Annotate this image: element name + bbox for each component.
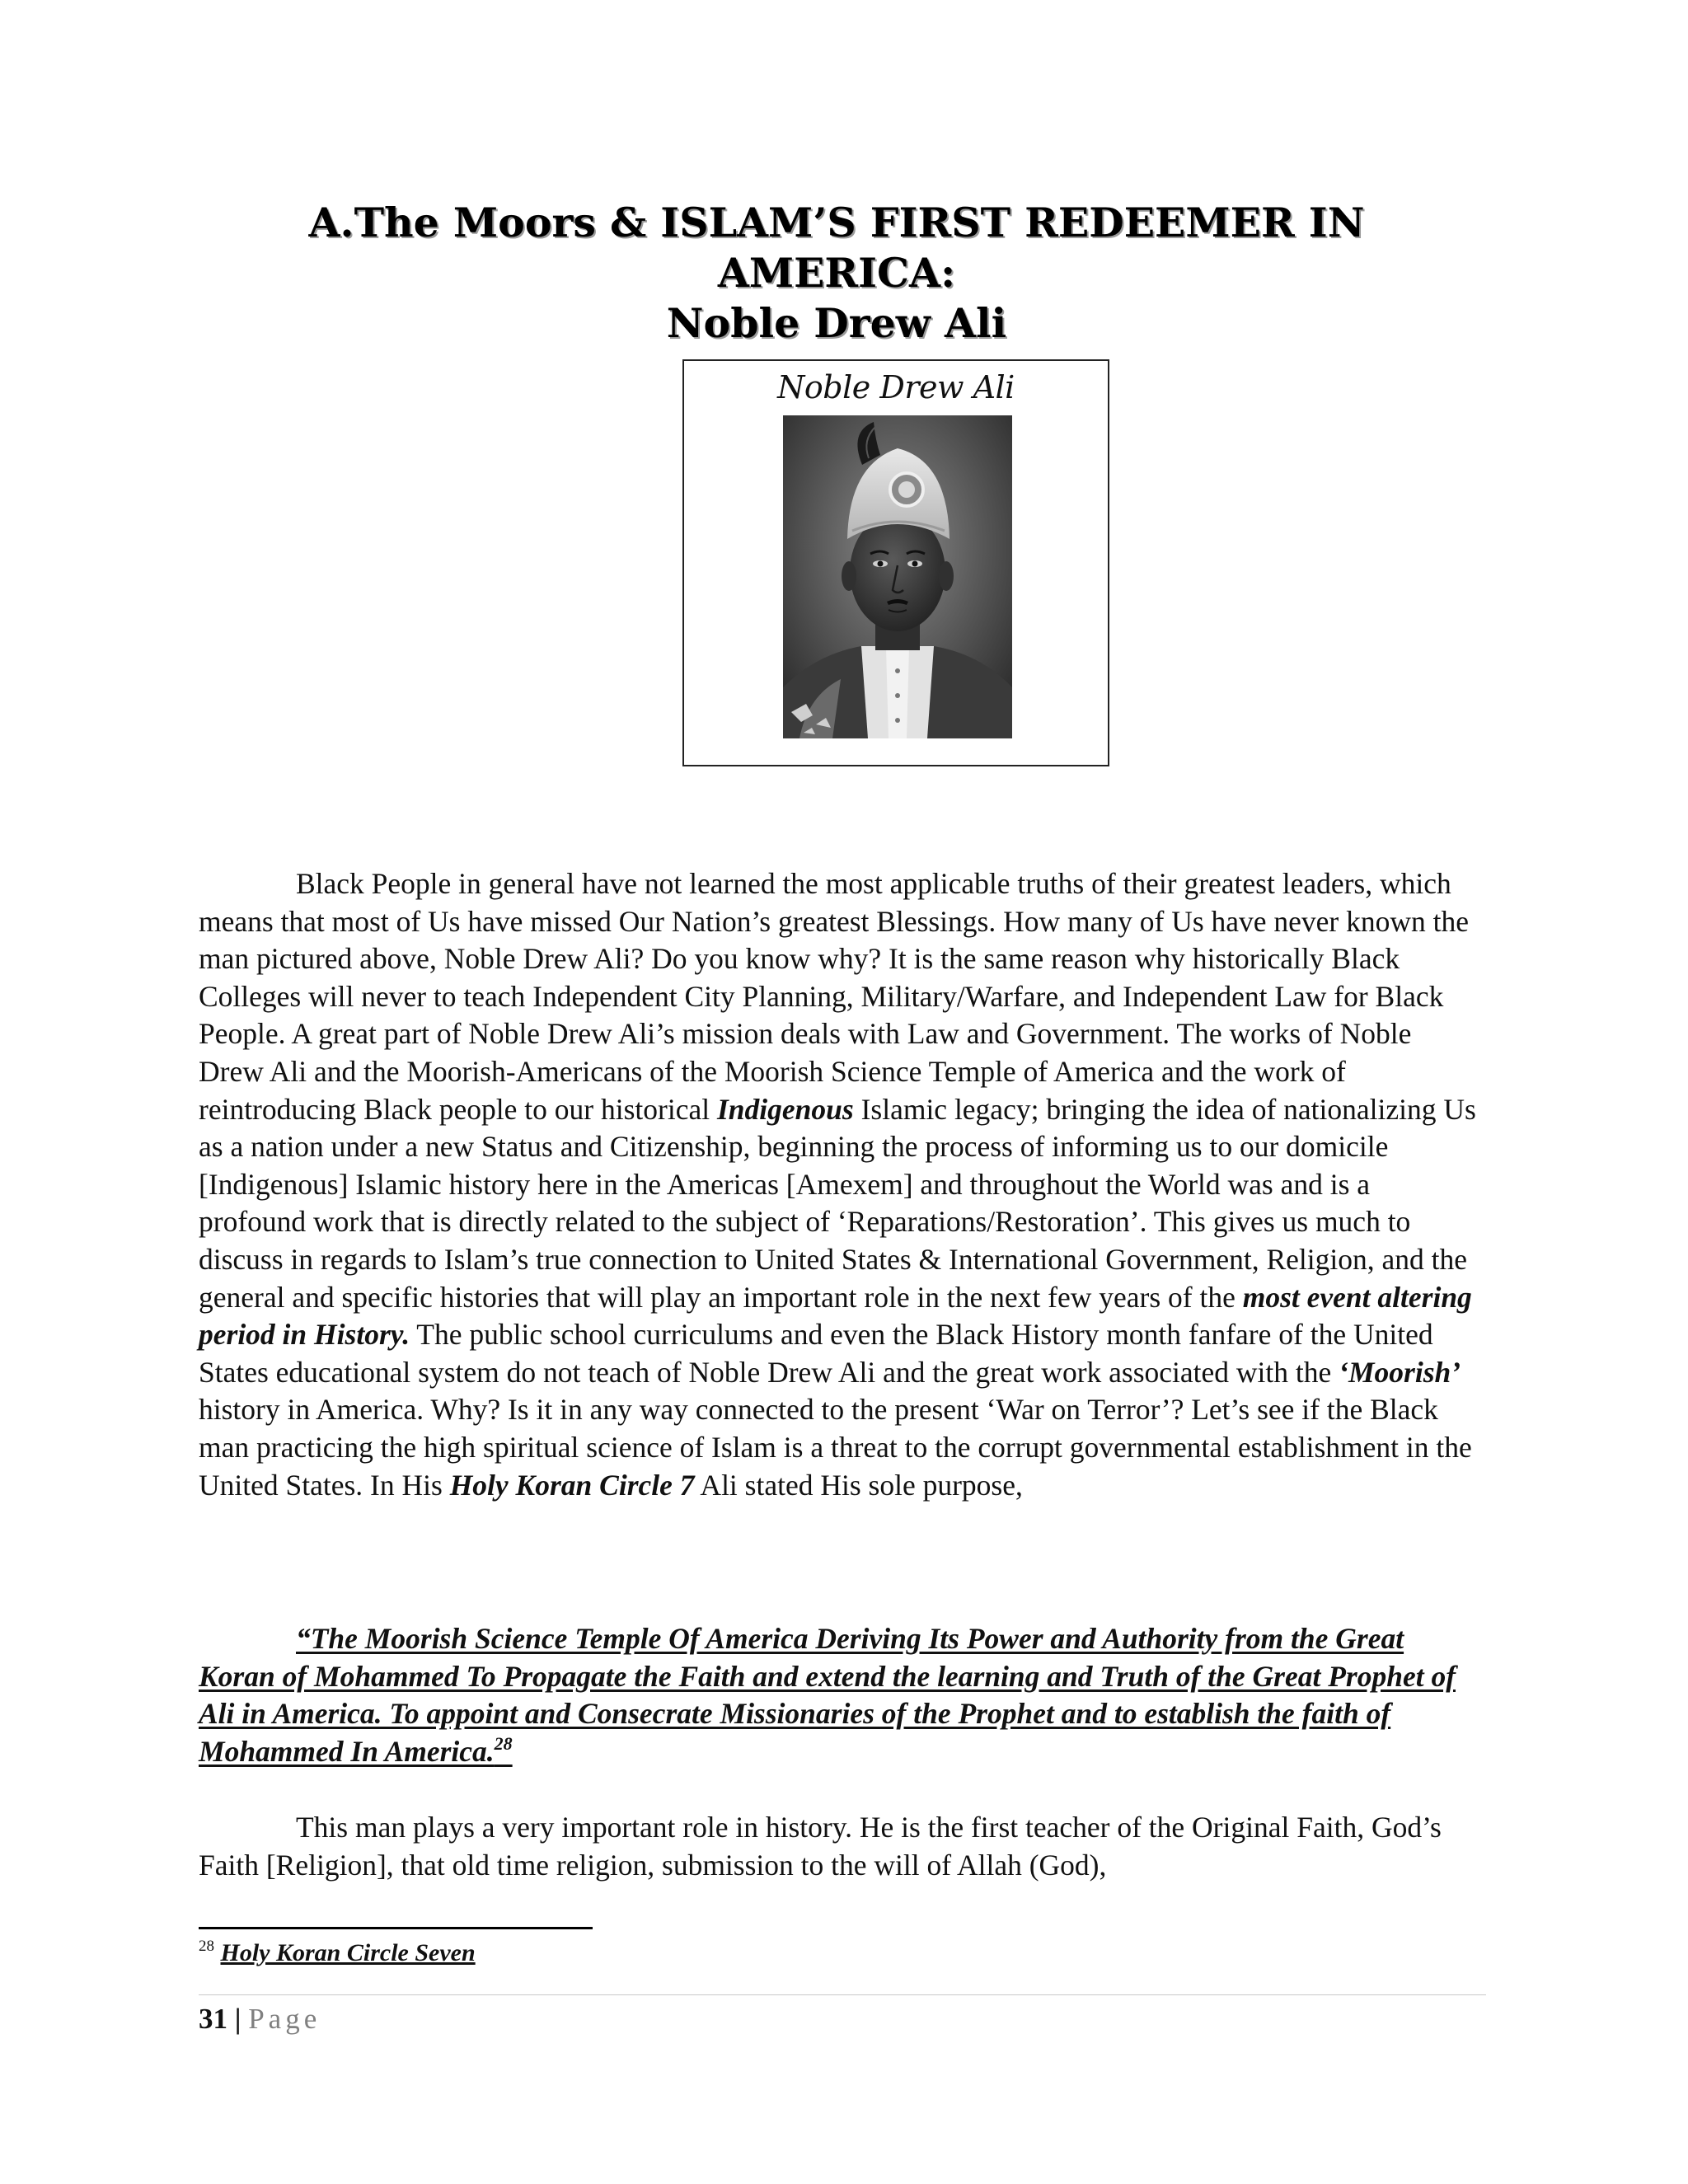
paragraph-2-text: This man plays a very important role in history. He is the first teacher of the Original Faith, God’s Faith [Religion], that old time religion, submission to the will of Allah (God), bbox=[199, 1811, 1442, 1882]
footnote-text: Holy Koran Circle Seven bbox=[220, 1939, 476, 1966]
body-paragraph-1 bbox=[199, 865, 1478, 1504]
footer-separator: | bbox=[234, 2003, 241, 2035]
title-line-1: A.The Moors & ISLAM’S FIRST REDEEMER IN bbox=[308, 199, 1365, 246]
footnote-number: 28 bbox=[199, 1938, 214, 1955]
paragraph-1-text-d: history in America. Why? Is it in any way connected to the present ‘War on Terror’? Let’s see if the Black man practicing the high spiritual science of Islam is a threat to the corrupt governmental establishment in the United States. In His bbox=[199, 1393, 1472, 1502]
emphasis-moorish: ‘Moorish’ bbox=[1339, 1355, 1461, 1389]
paragraph-1-text-a: Black People in general have not learned the most applicable truths of their greatest leaders, which means that most of Us have missed Our Nation’s greatest Blessings. How many of Us have never known the man pictured above, Noble Drew Ali? Do you know why? It is the same reason why historically Black Colleges will never to teach Independent City Planning, Military/Warfare, and Independent Law for Black People. A great part of Noble Drew Ali’s mission deals with Law and Government. The works of Noble Drew Ali and the Moorish-Americans of the Moorish Science Temple of America and the work of reintroducing Black people to our historical bbox=[199, 867, 1470, 1126]
footer-divider bbox=[199, 1994, 1486, 1995]
portrait-figure bbox=[682, 359, 1109, 766]
emphasis-event-altering: most event altering period in History. bbox=[199, 1280, 1472, 1352]
footnote-reference[interactable]: 28 bbox=[494, 1732, 513, 1754]
emphasis-holy-koran: Holy Koran Circle 7 bbox=[449, 1468, 695, 1502]
block-quote bbox=[199, 1620, 1478, 1770]
figure-caption: Noble Drew Ali bbox=[777, 369, 1015, 405]
page-title bbox=[247, 198, 1426, 349]
footnote bbox=[199, 1938, 476, 1968]
title-line-2: AMERICA: bbox=[717, 249, 956, 297]
footnote-divider bbox=[199, 1927, 593, 1929]
quote-text: “The Moorish Science Temple Of America Deriving Its Power and Authority from the Great Koran of Mohammed To Propagate the Faith and extend the learning and Truth of the Great Prophet of Ali in America. To appoint and Consecrate Missionaries of the Prophet and to establish the faith of Mohammed In America. bbox=[199, 1622, 1456, 1768]
page-label: Page bbox=[248, 2003, 321, 2035]
paragraph-1-text-b: Islamic legacy; bringing the idea of nationalizing Us as a nation under a new Status and Citizenship, beginning the process of informing us to our domicile [Indigenous] Islamic history here in the Americas [Amexem] and throughout the World was and is a profound work that is directly related to the subject of ‘Reparations/Restoration’. This gives us much to discuss in regards to Islam’s true connection to United States & International Government, Religion, and the general and specific histories that will play an important role in the next few years of the bbox=[199, 1092, 1476, 1314]
title-line-3: Noble Drew Ali bbox=[666, 299, 1007, 347]
paragraph-1-text-e: Ali stated His sole purpose, bbox=[694, 1468, 1023, 1502]
page-footer bbox=[199, 2001, 321, 2037]
body-paragraph-2 bbox=[199, 1809, 1478, 1884]
paragraph-1-text-c: The public school curriculums and even the Black History month fanfare of the United States educational system do not teach of Noble Drew Ali and the great work associated with the bbox=[199, 1318, 1433, 1389]
emphasis-indigenous: Indigenous bbox=[716, 1092, 854, 1126]
portrait-photo-icon bbox=[783, 415, 1012, 738]
page-number: 31 bbox=[199, 2003, 227, 2035]
